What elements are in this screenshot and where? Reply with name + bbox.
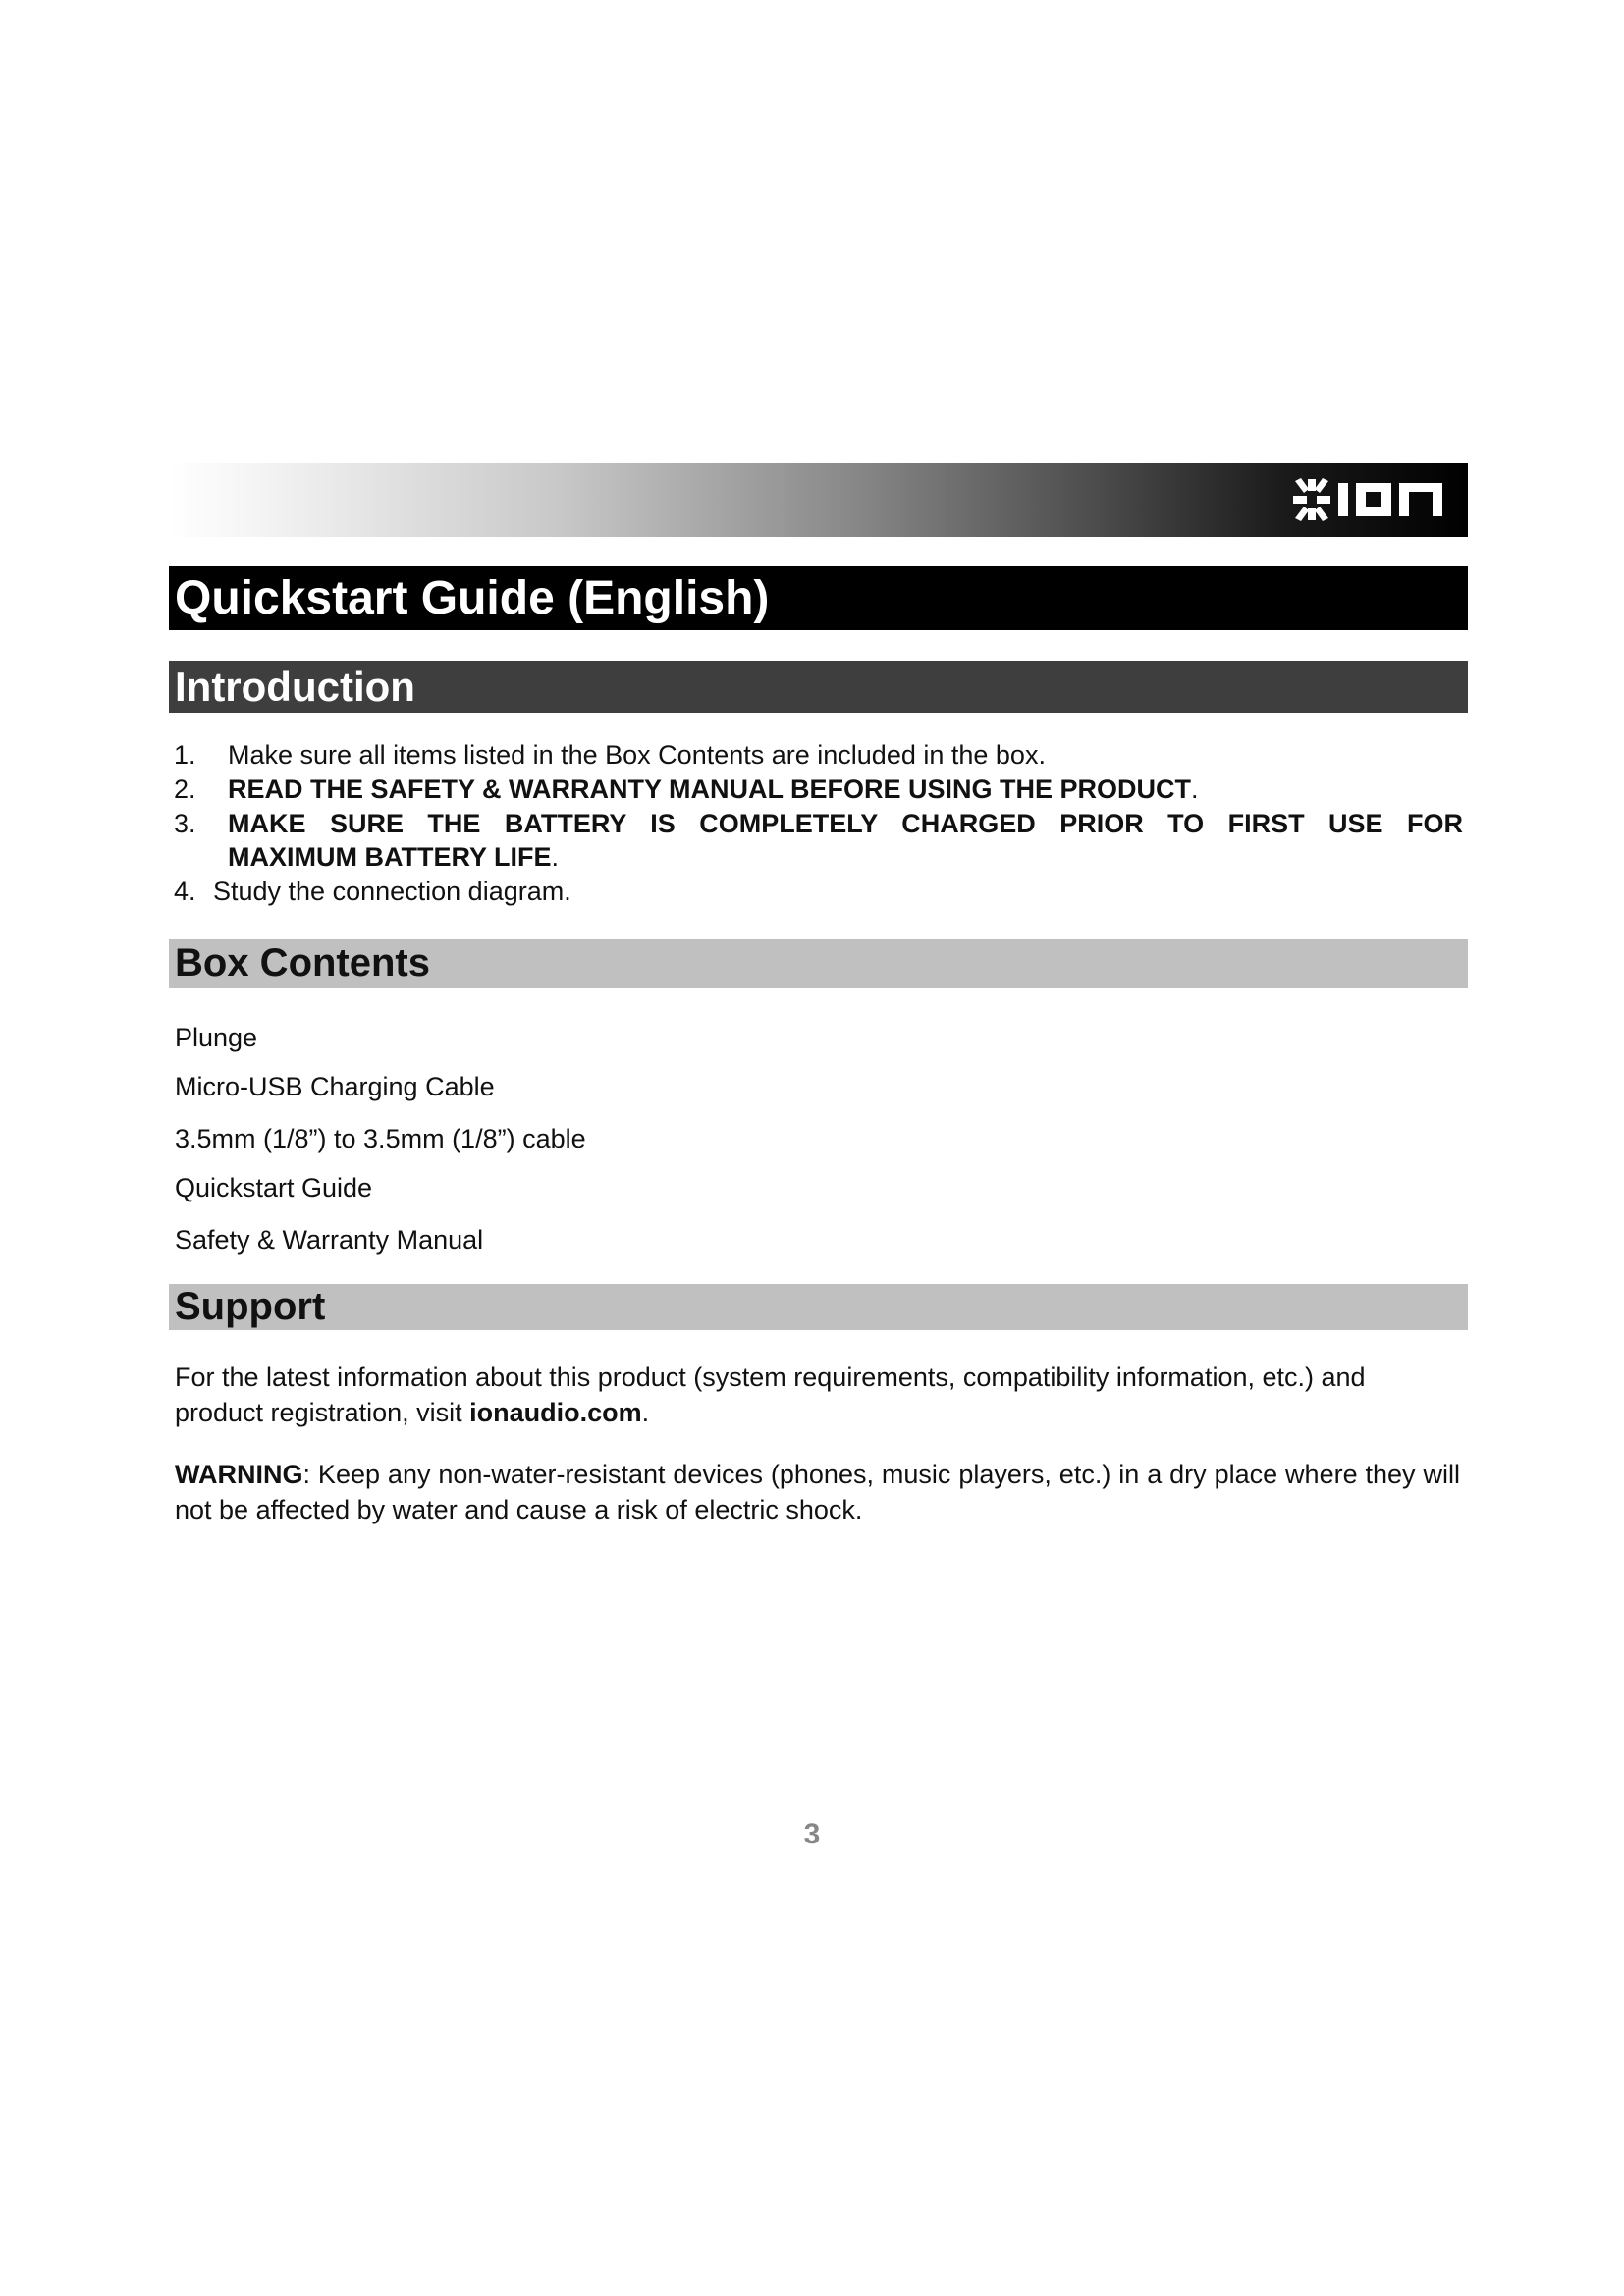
list-text-bold: MAKE SURE THE BATTERY IS COMPLETELY CHARGED PRIOR TO FIRST USE FOR xyxy=(228,809,1463,838)
list-item: Safety & Warranty Manual xyxy=(175,1225,484,1255)
ion-logo xyxy=(1287,469,1454,530)
warning-label: WARNING xyxy=(175,1460,303,1489)
list-item: Plunge xyxy=(175,1023,258,1052)
list-text: Study the connection diagram. xyxy=(213,877,571,906)
list-number: 1. xyxy=(174,740,196,770)
support-body xyxy=(175,1360,1460,1554)
list-number: 2. xyxy=(174,774,196,804)
list-item: Micro-USB Charging Cable xyxy=(175,1072,495,1101)
warning-paragraph xyxy=(175,1457,1460,1527)
list-item xyxy=(174,875,1463,908)
list-item xyxy=(174,773,1463,806)
box-contents-heading: Box Contents xyxy=(169,939,1468,988)
warning-text: : Keep any non-water-resistant devices (phones, music players, etc.) in a dry place where they will not be affected by water and cause a risk of electric shock. xyxy=(175,1460,1460,1524)
box-contents-list xyxy=(175,1021,586,1272)
introduction-heading: Introduction xyxy=(169,661,1468,713)
list-item xyxy=(174,807,1463,874)
introduction-list xyxy=(174,738,1463,909)
list-item: 3.5mm (1/8”) to 3.5mm (1/8”) cable xyxy=(175,1124,586,1153)
brand-header-bar xyxy=(169,463,1468,537)
list-text-bold-line2: MAXIMUM BATTERY LIFE xyxy=(228,842,552,872)
list-item: Quickstart Guide xyxy=(175,1173,373,1202)
support-link[interactable]: ionaudio.com xyxy=(469,1398,642,1427)
list-text: Make sure all items listed in the Box Contents are included in the box. xyxy=(228,740,1046,770)
page-number: 3 xyxy=(803,1818,821,1850)
ion-logo-icon xyxy=(1287,469,1454,530)
list-number: 4. xyxy=(174,877,196,906)
support-paragraph-text: For the latest information about this product (system requirements, compatibility information, etc.) and product registration, visit xyxy=(175,1362,1366,1427)
support-heading: Support xyxy=(169,1284,1468,1330)
list-text-bold: READ THE SAFETY & WARRANTY MANUAL BEFORE USING THE PRODUCT xyxy=(228,774,1192,804)
list-text-suffix: . xyxy=(551,842,559,872)
page-title: Quickstart Guide (English) xyxy=(169,566,1468,630)
support-paragraph-suffix: . xyxy=(641,1398,650,1427)
list-number: 3. xyxy=(174,809,196,838)
list-text-suffix: . xyxy=(1191,774,1199,804)
support-paragraph xyxy=(175,1360,1460,1430)
list-item xyxy=(174,738,1463,772)
